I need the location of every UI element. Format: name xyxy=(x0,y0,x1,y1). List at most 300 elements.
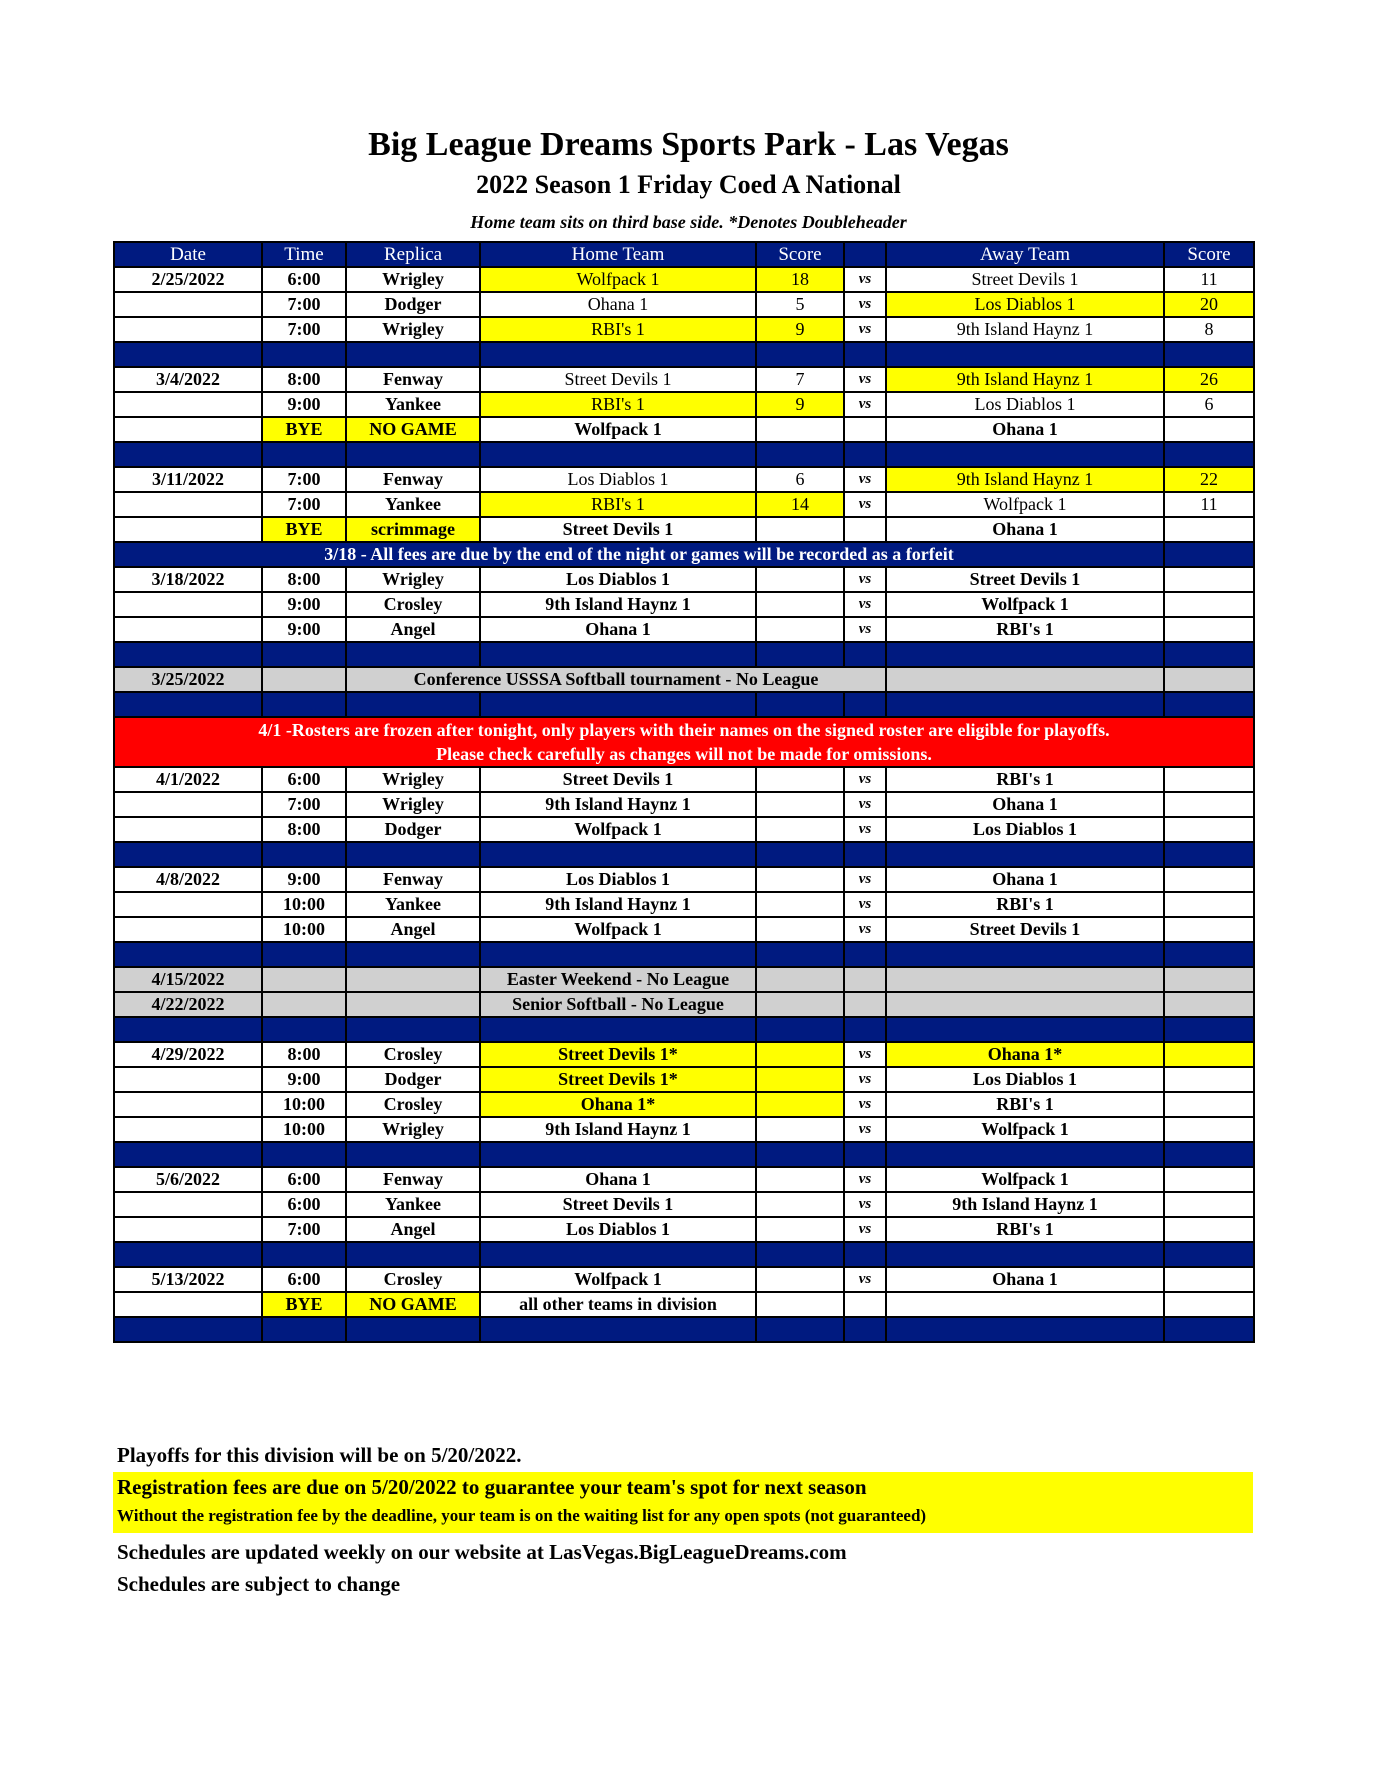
home-team-cell: 9th Island Haynz 1 xyxy=(480,892,756,917)
date-cell xyxy=(114,392,262,417)
col-time: Time xyxy=(262,242,346,267)
date-cell: 2/25/2022 xyxy=(114,267,262,292)
separator-cell xyxy=(114,342,262,367)
home-team-cell: RBI's 1 xyxy=(480,392,756,417)
separator-cell xyxy=(262,1317,346,1342)
separator-cell xyxy=(756,1317,844,1342)
vs-cell: vs xyxy=(844,1217,886,1242)
col-date: Date xyxy=(114,242,262,267)
replica-cell: Crosley xyxy=(346,1092,480,1117)
no-league-text: Easter Weekend - No League xyxy=(480,967,756,992)
home-score-cell xyxy=(756,792,844,817)
separator-cell xyxy=(262,1142,346,1167)
col-away-score: Score xyxy=(1164,242,1254,267)
separator-cell xyxy=(886,1317,1164,1342)
col-away-team: Away Team xyxy=(886,242,1164,267)
home-score-cell: 9 xyxy=(756,317,844,342)
vs-cell: vs xyxy=(844,292,886,317)
game-row xyxy=(114,267,1254,292)
schedule-table xyxy=(113,241,1255,1343)
empty-cell xyxy=(886,667,1164,692)
notice-text: 3/18 - All fees are due by the end of the night or games will be recorded as a forfeit xyxy=(114,542,1164,567)
vs-cell: vs xyxy=(844,592,886,617)
replica-cell: Wrigley xyxy=(346,792,480,817)
away-team-cell: Wolfpack 1 xyxy=(886,592,1164,617)
separator-cell xyxy=(114,1317,262,1342)
separator-cell xyxy=(844,1242,886,1267)
date-cell: 4/29/2022 xyxy=(114,1042,262,1067)
time-cell: 9:00 xyxy=(262,592,346,617)
separator-cell xyxy=(886,1017,1164,1042)
home-team-cell: Street Devils 1 xyxy=(480,517,756,542)
vs-cell: vs xyxy=(844,467,886,492)
separator-cell xyxy=(480,692,756,717)
date-cell xyxy=(114,817,262,842)
separator-cell xyxy=(886,842,1164,867)
separator-row xyxy=(114,692,1254,717)
page-title: Big League Dreams Sports Park - Las Vegas xyxy=(368,126,1009,163)
bye-row xyxy=(114,517,1254,542)
separator-cell xyxy=(346,942,480,967)
away-score-cell: 22 xyxy=(1164,467,1254,492)
home-score-cell xyxy=(756,1167,844,1192)
game-row xyxy=(114,567,1254,592)
separator-cell xyxy=(1164,942,1254,967)
vs-cell xyxy=(844,417,886,442)
away-team-cell: RBI's 1 xyxy=(886,1217,1164,1242)
home-team-cell: Street Devils 1 xyxy=(480,767,756,792)
date-cell xyxy=(114,592,262,617)
date-cell: 4/15/2022 xyxy=(114,967,262,992)
separator-cell xyxy=(346,442,480,467)
date-cell: 4/1/2022 xyxy=(114,767,262,792)
home-team-cell: RBI's 1 xyxy=(480,492,756,517)
separator-cell xyxy=(480,342,756,367)
time-cell: 6:00 xyxy=(262,1267,346,1292)
empty-cell xyxy=(346,967,480,992)
replica-cell: Fenway xyxy=(346,467,480,492)
home-score-cell xyxy=(756,867,844,892)
separator-cell xyxy=(886,1242,1164,1267)
home-score-cell xyxy=(756,817,844,842)
separator-cell xyxy=(886,1142,1164,1167)
empty-cell xyxy=(844,967,886,992)
col-home-team: Home Team xyxy=(480,242,756,267)
date-cell xyxy=(114,892,262,917)
no-league-text: Conference USSSA Softball tournament - No League xyxy=(346,667,886,692)
vs-cell: vs xyxy=(844,1042,886,1067)
replica-cell: Wrigley xyxy=(346,1117,480,1142)
away-team-cell: Los Diablos 1 xyxy=(886,392,1164,417)
home-score-cell xyxy=(756,1192,844,1217)
playoffs-note: Playoffs for this division will be on 5/20/2022. xyxy=(117,1443,522,1467)
separator-cell xyxy=(114,942,262,967)
vs-cell: vs xyxy=(844,867,886,892)
vs-cell: vs xyxy=(844,1092,886,1117)
away-score-cell xyxy=(1164,892,1254,917)
home-score-cell xyxy=(756,617,844,642)
time-cell: 7:00 xyxy=(262,492,346,517)
separator-cell xyxy=(844,342,886,367)
separator-cell xyxy=(844,942,886,967)
page-subtitle: 2022 Season 1 Friday Coed A National xyxy=(476,170,901,199)
separator-cell xyxy=(886,942,1164,967)
game-row xyxy=(114,792,1254,817)
home-team-cell: Ohana 1 xyxy=(480,1167,756,1192)
schedule-note: Home team sits on third base side. *Denotes Doubleheader xyxy=(470,212,907,232)
home-score-cell xyxy=(756,567,844,592)
away-team-cell xyxy=(886,1292,1164,1317)
separator-cell xyxy=(346,1317,480,1342)
home-score-cell xyxy=(756,1042,844,1067)
separator-cell xyxy=(756,842,844,867)
game-row xyxy=(114,592,1254,617)
separator-cell xyxy=(480,1142,756,1167)
vs-cell xyxy=(844,1292,886,1317)
home-score-cell xyxy=(756,592,844,617)
away-team-cell: RBI's 1 xyxy=(886,1092,1164,1117)
away-team-cell: Wolfpack 1 xyxy=(886,1117,1164,1142)
date-cell xyxy=(114,292,262,317)
separator-cell xyxy=(262,442,346,467)
separator-cell xyxy=(480,842,756,867)
empty-cell xyxy=(886,992,1164,1017)
separator-row xyxy=(114,1142,1254,1167)
separator-cell xyxy=(844,1317,886,1342)
separator-cell xyxy=(1164,692,1254,717)
separator-cell xyxy=(756,692,844,717)
time-cell: 10:00 xyxy=(262,1092,346,1117)
away-team-cell: Wolfpack 1 xyxy=(886,492,1164,517)
vs-cell: vs xyxy=(844,392,886,417)
replica-cell: Yankee xyxy=(346,492,480,517)
time-cell: 6:00 xyxy=(262,1167,346,1192)
replica-cell: Wrigley xyxy=(346,267,480,292)
vs-cell: vs xyxy=(844,617,886,642)
vs-cell: vs xyxy=(844,1067,886,1092)
home-team-cell: Ohana 1 xyxy=(480,292,756,317)
replica-cell: Yankee xyxy=(346,392,480,417)
date-cell xyxy=(114,1092,262,1117)
separator-cell xyxy=(1164,1017,1254,1042)
separator-cell xyxy=(844,1142,886,1167)
no-league-row xyxy=(114,992,1254,1017)
separator-row xyxy=(114,842,1254,867)
separator-cell xyxy=(1164,642,1254,667)
empty-cell xyxy=(1164,992,1254,1017)
vs-cell: vs xyxy=(844,317,886,342)
away-team-cell: Los Diablos 1 xyxy=(886,1067,1164,1092)
game-row xyxy=(114,917,1254,942)
separator-cell xyxy=(886,442,1164,467)
date-cell xyxy=(114,1067,262,1092)
game-row xyxy=(114,467,1254,492)
website-note: Schedules are updated weekly on our website at LasVegas.BigLeagueDreams.com xyxy=(117,1540,847,1564)
vs-cell: vs xyxy=(844,892,886,917)
date-cell: 3/4/2022 xyxy=(114,367,262,392)
time-cell: 8:00 xyxy=(262,817,346,842)
home-score-cell xyxy=(756,1092,844,1117)
vs-cell: vs xyxy=(844,767,886,792)
game-row xyxy=(114,1042,1254,1067)
replica-cell: Fenway xyxy=(346,867,480,892)
empty-cell xyxy=(1164,967,1254,992)
date-cell xyxy=(114,1192,262,1217)
game-row xyxy=(114,867,1254,892)
game-row xyxy=(114,392,1254,417)
replica-cell: Angel xyxy=(346,917,480,942)
time-cell: 10:00 xyxy=(262,892,346,917)
vs-cell xyxy=(844,517,886,542)
bye-row xyxy=(114,417,1254,442)
replica-cell: Dodger xyxy=(346,292,480,317)
vs-cell: vs xyxy=(844,1117,886,1142)
date-cell: 5/13/2022 xyxy=(114,1267,262,1292)
home-team-cell: Ohana 1* xyxy=(480,1092,756,1117)
game-row xyxy=(114,367,1254,392)
home-score-cell: 18 xyxy=(756,267,844,292)
date-cell xyxy=(114,1117,262,1142)
home-team-cell: Wolfpack 1 xyxy=(480,1267,756,1292)
separator-cell xyxy=(886,642,1164,667)
separator-cell xyxy=(756,1242,844,1267)
separator-cell xyxy=(886,342,1164,367)
date-cell xyxy=(114,1292,262,1317)
vs-cell: vs xyxy=(844,1267,886,1292)
no-league-row xyxy=(114,667,1254,692)
separator-row xyxy=(114,342,1254,367)
away-team-cell: Ohana 1 xyxy=(886,867,1164,892)
home-team-cell: Wolfpack 1 xyxy=(480,417,756,442)
home-team-cell: Los Diablos 1 xyxy=(480,467,756,492)
home-team-cell: Los Diablos 1 xyxy=(480,1217,756,1242)
separator-cell xyxy=(262,942,346,967)
replica-cell: Dodger xyxy=(346,1067,480,1092)
time-cell: BYE xyxy=(262,1292,346,1317)
separator-row xyxy=(114,642,1254,667)
away-score-cell: 20 xyxy=(1164,292,1254,317)
game-row xyxy=(114,292,1254,317)
date-cell: 4/8/2022 xyxy=(114,867,262,892)
table-header xyxy=(114,242,1254,267)
no-league-text: Senior Softball - No League xyxy=(480,992,756,1017)
separator-cell xyxy=(756,642,844,667)
separator-cell xyxy=(1164,842,1254,867)
away-score-cell xyxy=(1164,567,1254,592)
separator-cell xyxy=(114,642,262,667)
empty-cell xyxy=(262,967,346,992)
empty-cell xyxy=(886,967,1164,992)
separator-cell xyxy=(756,942,844,967)
time-cell: 9:00 xyxy=(262,1067,346,1092)
home-score-cell xyxy=(756,1217,844,1242)
date-cell: 5/6/2022 xyxy=(114,1167,262,1192)
separator-row xyxy=(114,1242,1254,1267)
away-team-cell: RBI's 1 xyxy=(886,892,1164,917)
game-row xyxy=(114,817,1254,842)
separator-cell xyxy=(1164,1142,1254,1167)
away-score-cell: 6 xyxy=(1164,392,1254,417)
game-row xyxy=(114,892,1254,917)
home-score-cell: 14 xyxy=(756,492,844,517)
away-team-cell: RBI's 1 xyxy=(886,617,1164,642)
separator-cell xyxy=(346,842,480,867)
alert-line: 4/1 -Rosters are frozen after tonight, only players with their names on the signed roster are eligible for playoffs. xyxy=(258,720,1110,740)
empty-cell xyxy=(756,967,844,992)
home-score-cell xyxy=(756,1067,844,1092)
replica-cell: Wrigley xyxy=(346,317,480,342)
separator-cell xyxy=(1164,342,1254,367)
away-score-cell xyxy=(1164,867,1254,892)
home-team-cell: Ohana 1 xyxy=(480,617,756,642)
away-team-cell: Street Devils 1 xyxy=(886,267,1164,292)
away-score-cell xyxy=(1164,1167,1254,1192)
fee-notice-row xyxy=(114,542,1254,567)
time-cell: 9:00 xyxy=(262,617,346,642)
separator-cell xyxy=(480,942,756,967)
away-score-cell xyxy=(1164,592,1254,617)
game-row xyxy=(114,1067,1254,1092)
vs-cell: vs xyxy=(844,1167,886,1192)
empty-cell xyxy=(262,667,346,692)
separator-cell xyxy=(756,1142,844,1167)
replica-cell: scrimmage xyxy=(346,517,480,542)
home-score-cell: 6 xyxy=(756,467,844,492)
time-cell: 9:00 xyxy=(262,867,346,892)
separator-cell xyxy=(480,642,756,667)
away-score-cell: 11 xyxy=(1164,267,1254,292)
home-team-cell: Los Diablos 1 xyxy=(480,867,756,892)
waiting-list-note: Without the registration fee by the deadline, your team is on the waiting list for any open spots (not guaranteed) xyxy=(117,1506,927,1525)
separator-cell xyxy=(262,342,346,367)
separator-cell xyxy=(114,442,262,467)
replica-cell: Wrigley xyxy=(346,767,480,792)
col-vs xyxy=(844,242,886,267)
separator-cell xyxy=(346,342,480,367)
separator-cell xyxy=(844,442,886,467)
game-row xyxy=(114,767,1254,792)
separator-cell xyxy=(844,842,886,867)
home-team-cell: Wolfpack 1 xyxy=(480,817,756,842)
away-score-cell xyxy=(1164,1042,1254,1067)
date-cell xyxy=(114,417,262,442)
time-cell: 7:00 xyxy=(262,317,346,342)
away-score-cell xyxy=(1164,1092,1254,1117)
date-cell: 3/11/2022 xyxy=(114,467,262,492)
away-score-cell xyxy=(1164,517,1254,542)
home-score-cell xyxy=(756,417,844,442)
away-score-cell xyxy=(1164,1067,1254,1092)
away-score-cell: 11 xyxy=(1164,492,1254,517)
replica-cell: Crosley xyxy=(346,1042,480,1067)
home-team-cell: Wolfpack 1 xyxy=(480,267,756,292)
game-row xyxy=(114,1092,1254,1117)
empty-cell xyxy=(262,992,346,1017)
vs-cell: vs xyxy=(844,492,886,517)
home-score-cell xyxy=(756,892,844,917)
away-team-cell: 9th Island Haynz 1 xyxy=(886,317,1164,342)
game-row xyxy=(114,492,1254,517)
game-row xyxy=(114,1192,1254,1217)
replica-cell: Angel xyxy=(346,617,480,642)
replica-cell: Yankee xyxy=(346,892,480,917)
separator-cell xyxy=(114,1142,262,1167)
date-cell xyxy=(114,1217,262,1242)
away-team-cell: Los Diablos 1 xyxy=(886,292,1164,317)
away-team-cell: Ohana 1* xyxy=(886,1042,1164,1067)
home-team-cell: RBI's 1 xyxy=(480,317,756,342)
col-home-score: Score xyxy=(756,242,844,267)
empty-cell xyxy=(756,992,844,1017)
away-score-cell xyxy=(1164,767,1254,792)
empty-cell xyxy=(346,992,480,1017)
bye-row xyxy=(114,1292,1254,1317)
time-cell: 7:00 xyxy=(262,1217,346,1242)
replica-cell: Crosley xyxy=(346,592,480,617)
home-team-cell: Street Devils 1* xyxy=(480,1067,756,1092)
replica-cell: Dodger xyxy=(346,817,480,842)
vs-cell: vs xyxy=(844,917,886,942)
away-score-cell xyxy=(1164,1267,1254,1292)
date-cell xyxy=(114,492,262,517)
no-league-row xyxy=(114,967,1254,992)
away-score-cell xyxy=(1164,917,1254,942)
home-score-cell: 7 xyxy=(756,367,844,392)
separator-row xyxy=(114,1317,1254,1342)
home-team-cell: Los Diablos 1 xyxy=(480,567,756,592)
away-score-cell: 26 xyxy=(1164,367,1254,392)
away-team-cell: Street Devils 1 xyxy=(886,567,1164,592)
date-cell xyxy=(114,517,262,542)
vs-cell: vs xyxy=(844,792,886,817)
away-team-cell: Ohana 1 xyxy=(886,417,1164,442)
vs-cell: vs xyxy=(844,367,886,392)
replica-cell: Fenway xyxy=(346,367,480,392)
away-score-cell: 8 xyxy=(1164,317,1254,342)
replica-cell: NO GAME xyxy=(346,417,480,442)
separator-row xyxy=(114,442,1254,467)
time-cell: 8:00 xyxy=(262,567,346,592)
separator-row xyxy=(114,942,1254,967)
away-team-cell: Los Diablos 1 xyxy=(886,817,1164,842)
home-score-cell xyxy=(756,517,844,542)
separator-cell xyxy=(1164,1242,1254,1267)
roster-alert-row xyxy=(114,717,1254,767)
time-cell: 8:00 xyxy=(262,1042,346,1067)
game-row xyxy=(114,1217,1254,1242)
separator-row xyxy=(114,1017,1254,1042)
away-team-cell: Ohana 1 xyxy=(886,517,1164,542)
replica-cell: Angel xyxy=(346,1217,480,1242)
time-cell: 10:00 xyxy=(262,1117,346,1142)
time-cell: BYE xyxy=(262,417,346,442)
col-replica: Replica xyxy=(346,242,480,267)
home-score-cell xyxy=(756,1267,844,1292)
time-cell: 6:00 xyxy=(262,767,346,792)
registration-note: Registration fees are due on 5/20/2022 to guarantee your team's spot for next season xyxy=(117,1475,867,1499)
away-team-cell: 9th Island Haynz 1 xyxy=(886,467,1164,492)
home-team-cell: 9th Island Haynz 1 xyxy=(480,792,756,817)
separator-cell xyxy=(480,1317,756,1342)
date-cell xyxy=(114,317,262,342)
separator-cell xyxy=(844,1017,886,1042)
away-score-cell xyxy=(1164,1192,1254,1217)
separator-cell xyxy=(1164,1317,1254,1342)
separator-cell xyxy=(480,1017,756,1042)
home-team-cell: Wolfpack 1 xyxy=(480,917,756,942)
separator-cell xyxy=(262,642,346,667)
separator-cell xyxy=(346,642,480,667)
